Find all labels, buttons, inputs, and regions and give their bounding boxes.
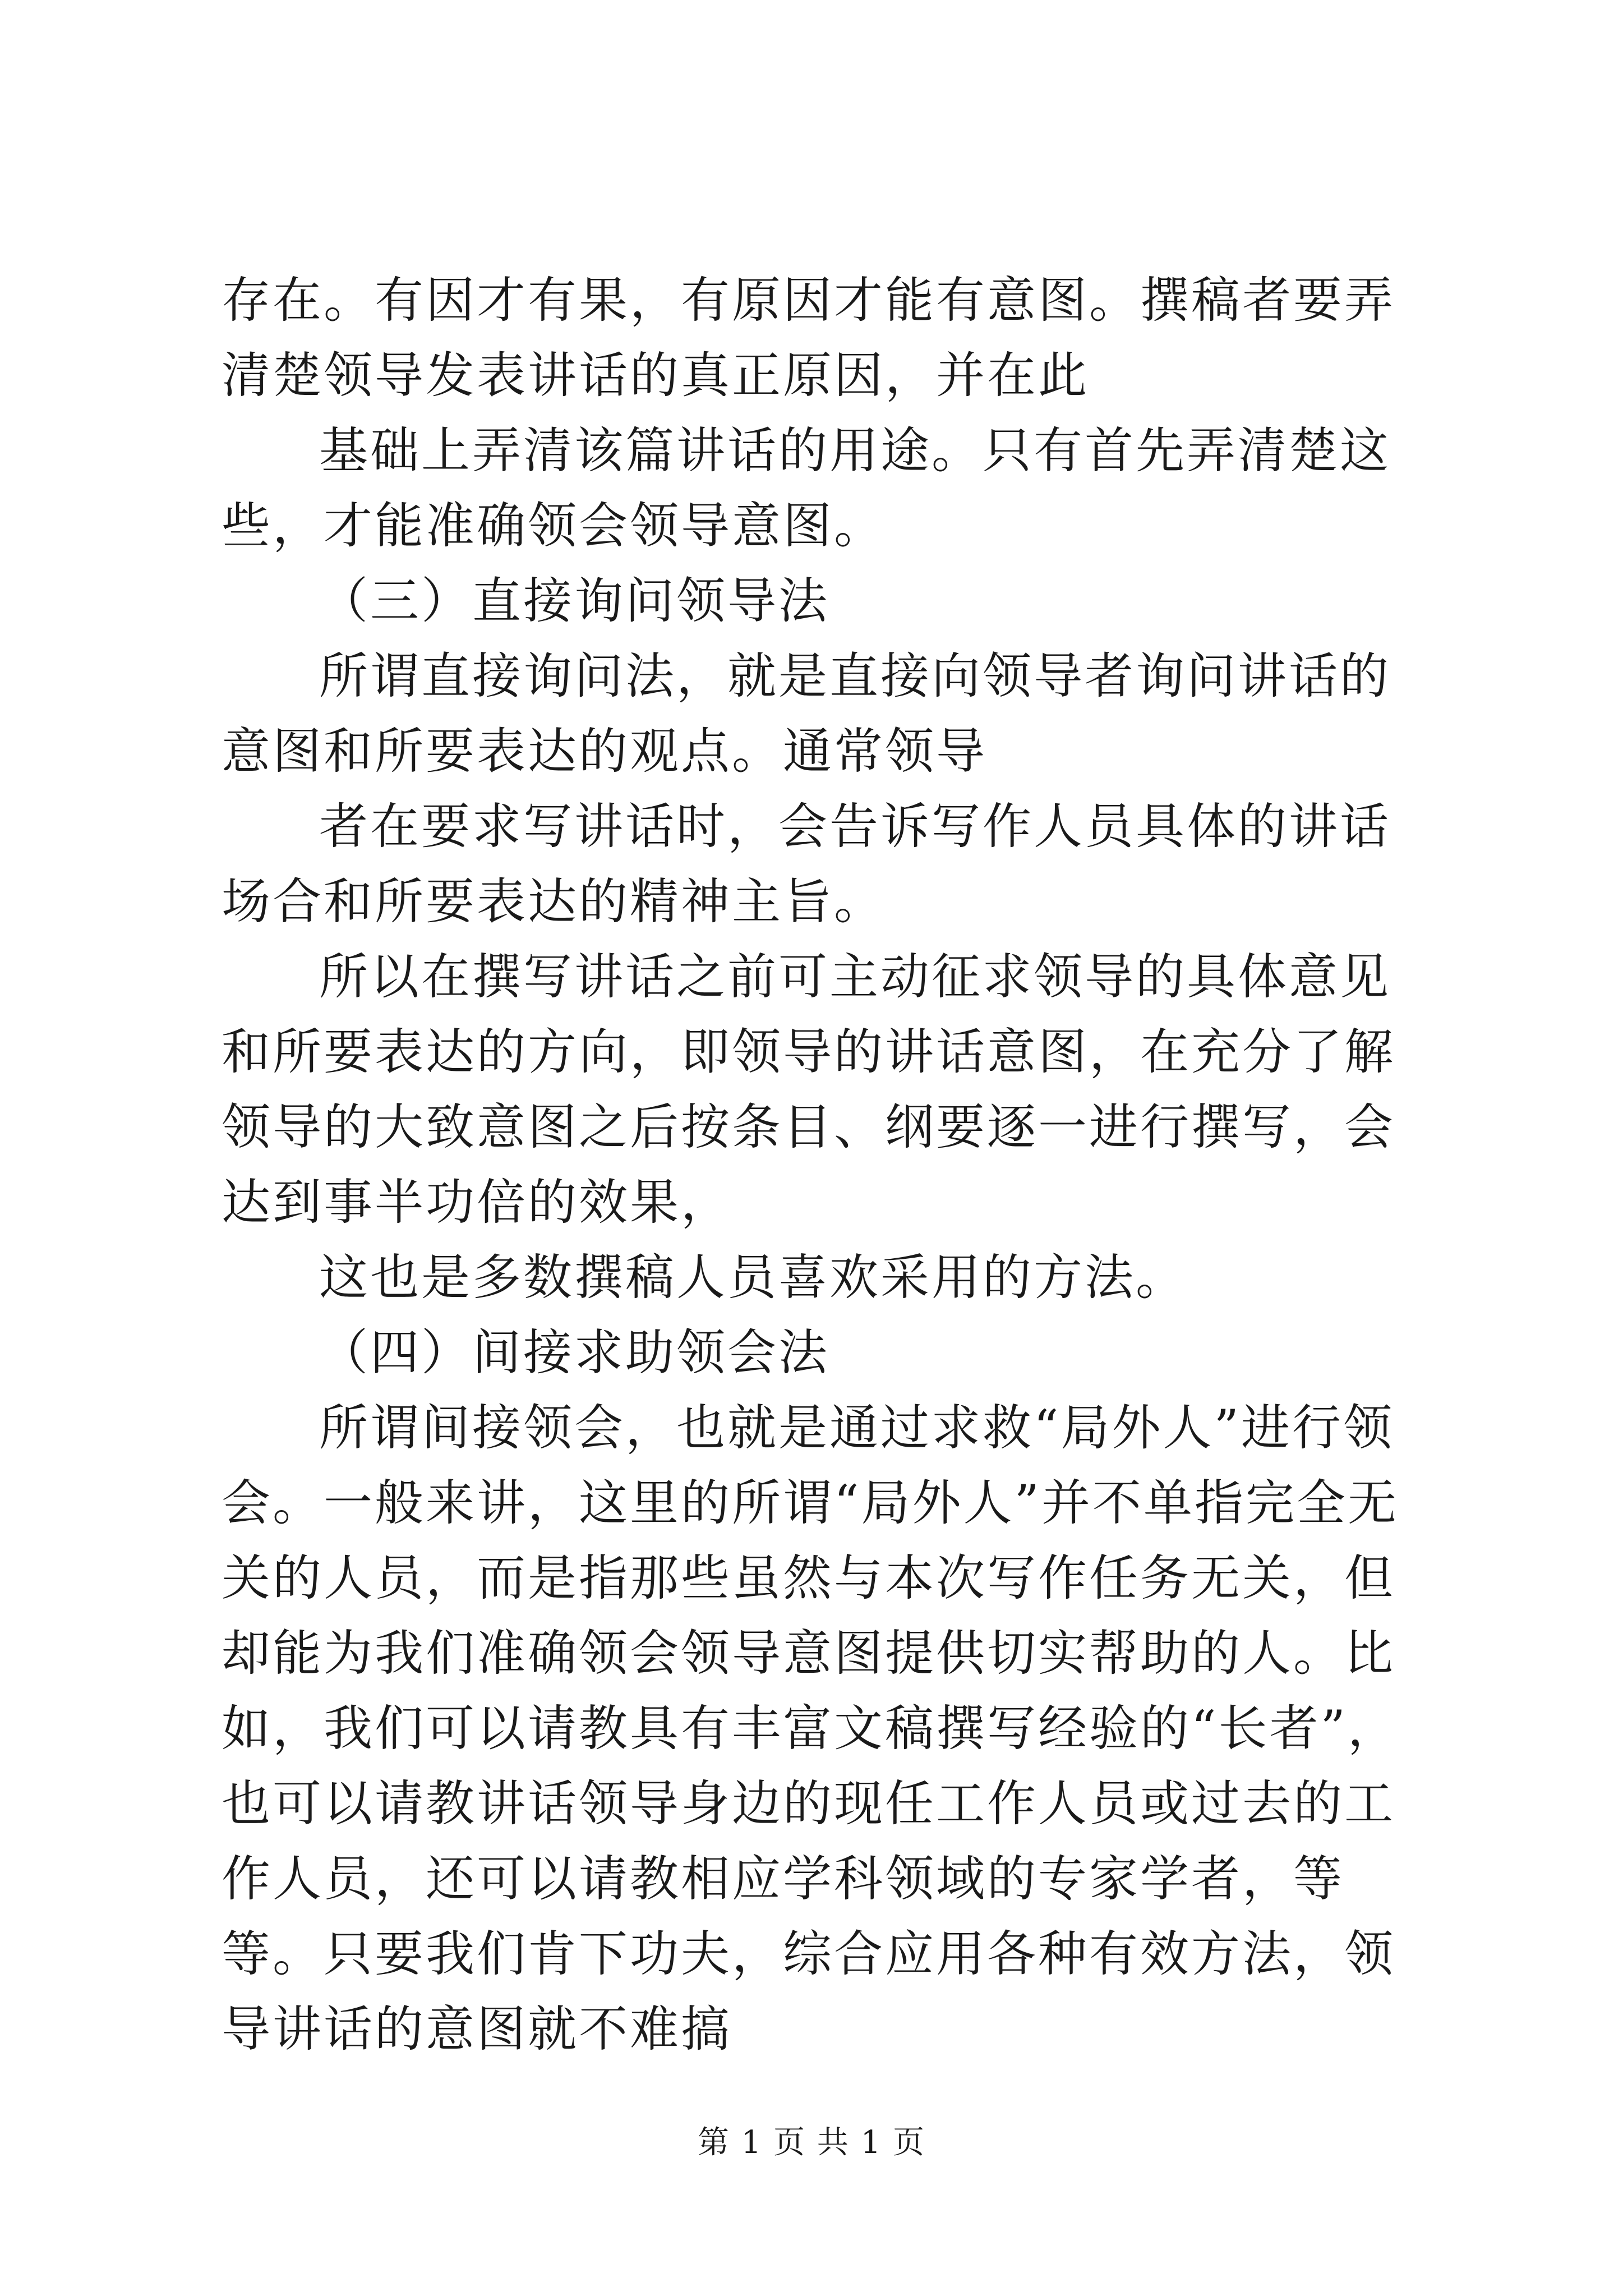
paragraph: 所以在撰写讲话之前可主动征求领导的具体意见和所要表达的方向，即领导的讲话意图，在充分了解领导的大致意图之后按条目、纲要逐一进行撰写，会达到事半功倍的效果， — [222, 948, 1395, 1231]
paragraph: 这也是多数撰稿人员喜欢采用的方法。 — [319, 1249, 1187, 1306]
document-body — [222, 263, 1422, 2067]
paragraph: 所谓间接领会，也就是通过求救“局外人”进行领会。一般来讲，这里的所谓“局外人”并不单指完全无关的人员，而是指那些虽然与本次写作任务无关，但却能为我们准确领会领导意图提供切实帮助的人。比如，我们可以请教具有丰富文稿撰写经验的“长者”，也可以请教讲话领导身边的现任工作人员或过去的工作人员，还可以请教相应学科领域的专家学者，等等。只要我们肯下功夫，综合应用各种有效方法，领导讲话的意图就不难搞 — [222, 1399, 1399, 2058]
page-footer — [0, 2123, 1623, 2162]
page-number: 第 1 页 共 1 页 — [697, 2124, 926, 2161]
section-heading-3: （三）直接询问领导法 — [319, 572, 829, 629]
paragraph-continuation: 存在。有因才有果，有原因才能有意图。撰稿者要弄清楚领导发表讲话的真正原因，并在此 — [222, 272, 1395, 404]
paragraph: 基础上弄清该篇讲话的用途。只有首先弄清楚这些，才能准确领会领导意图。 — [222, 422, 1391, 554]
paragraph: 所谓直接询问法，就是直接向领导者询问讲话的意图和所要表达的观点。通常领导 — [222, 647, 1391, 780]
section-heading-4: （四）间接求助领会法 — [319, 1324, 829, 1381]
paragraph: 者在要求写讲话时，会告诉写作人员具体的讲话场合和所要表达的精神主旨。 — [222, 798, 1391, 930]
